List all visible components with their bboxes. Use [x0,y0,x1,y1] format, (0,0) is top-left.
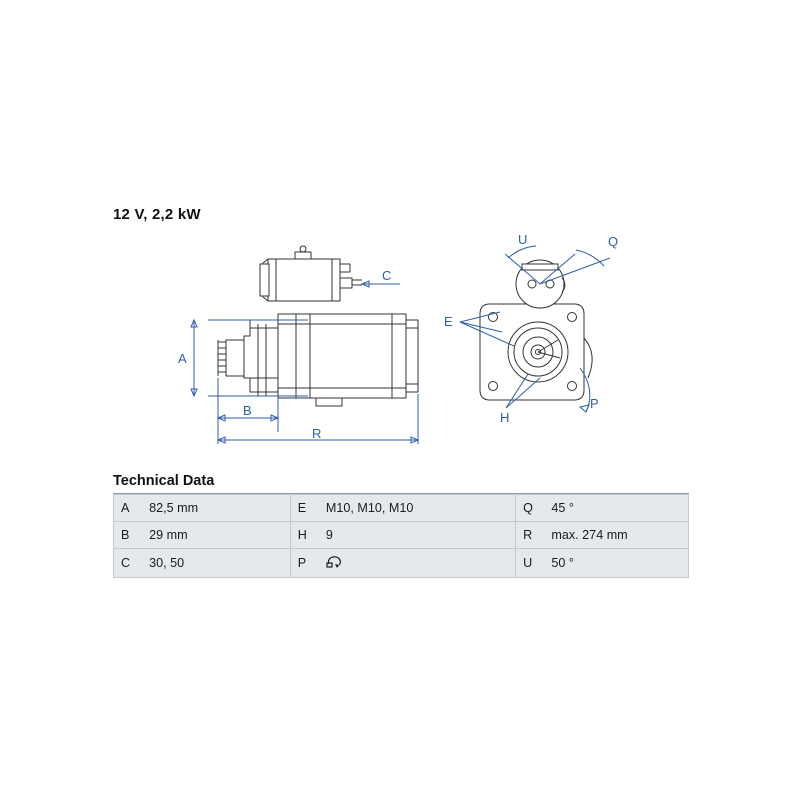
table-row [114,495,689,522]
dimension-label-B: B [243,403,252,418]
row-value-c: 30, 50 [142,549,290,578]
technical-drawing [110,228,690,468]
row-key-a: A [114,495,143,522]
row-value-p [319,549,516,578]
row-key-r: R [516,522,545,549]
row-value-r: max. 274 mm [544,522,688,549]
row-key-p: P [290,549,319,578]
row-value-q: 45 ° [544,495,688,522]
dimension-label-U: U [518,232,528,247]
row-key-q: Q [516,495,545,522]
row-value-h: 9 [319,522,516,549]
row-key-e: E [290,495,319,522]
row-key-c: C [114,549,143,578]
dimension-label-E: E [444,314,453,329]
rotation-direction-icon [326,554,344,568]
row-value-b: 29 mm [142,522,290,549]
rating-label: 12 V, 2,2 kW [113,206,201,223]
dimension-label-P: P [590,396,599,411]
technical-data-table [113,494,689,578]
technical-data-heading: Technical Data [113,473,215,489]
dimension-label-Q: Q [608,234,619,249]
dimension-label-A: A [178,351,187,366]
row-value-a: 82,5 mm [142,495,290,522]
row-key-h: H [290,522,319,549]
table-row [114,522,689,549]
dimension-label-R: R [312,426,322,441]
row-key-u: U [516,549,545,578]
dimension-label-C: C [382,268,392,283]
dimension-label-H: H [500,410,510,425]
table-row [114,549,689,578]
row-value-u: 50 ° [544,549,688,578]
row-key-b: B [114,522,143,549]
row-value-e: M10, M10, M10 [319,495,516,522]
